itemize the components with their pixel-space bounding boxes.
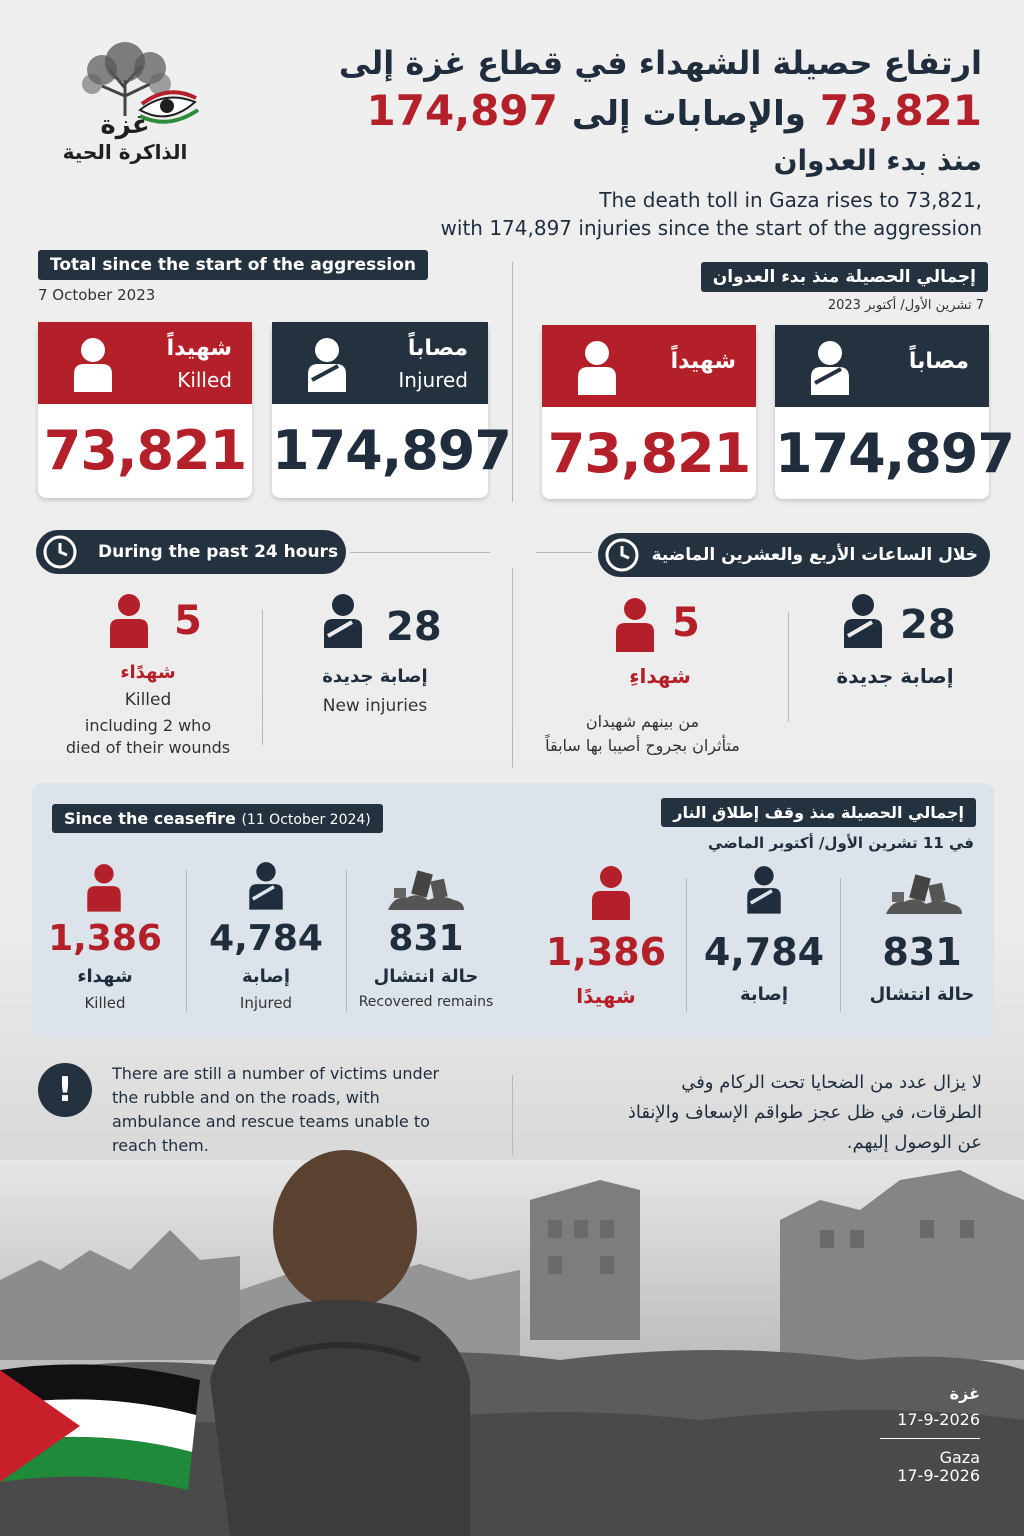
note-ar: لا يزال عدد من الضحايا تحت الركام وفي الطرقات، في ظل عجز طواقم الإسعاف والإنقاذ عن الوصول إليهم. [627, 1072, 982, 1153]
ceasefire-header-ar: إجمالي الحصيلة منذ وقف إطلاق النار [661, 798, 976, 827]
past24-killed-label-en: Killed [124, 690, 172, 710]
note-en: There are still a number of victims under the rubble and on the roads, with ambulance and rescue teams unable to reach them. [112, 1064, 440, 1155]
past24-killed-label-ar-right: شهداءِ [629, 664, 691, 688]
center-divider [512, 262, 513, 502]
ceasefire-injured-label-ar-right: إصابة [740, 984, 788, 1005]
injured-person-icon [801, 337, 859, 395]
person-icon [104, 592, 154, 648]
stat-divider [788, 612, 789, 722]
total-injured-label-en: Injured [398, 368, 468, 392]
total-killed-label-ar-right: شهيداً [670, 349, 736, 374]
person-icon [586, 864, 636, 920]
total-injured-card-ar [775, 325, 1014, 499]
past24-header-ar-text: خلال الساعات الأربع والعشرين الماضية [651, 545, 978, 565]
stat-divider [186, 870, 187, 1012]
rubble-icon [882, 870, 964, 916]
past24-killed-note-ar-1: من بينهم شهيدان [585, 712, 700, 731]
ceasefire-recovered-value: 831 [388, 918, 464, 959]
past24-injured-value-ar: 28 [900, 602, 956, 648]
ceasefire-header-en [52, 804, 383, 833]
ceasefire-injured-label-en: Injured [239, 994, 293, 1012]
ceasefire-killed-label-en: Killed [84, 994, 126, 1012]
person-icon [568, 337, 626, 395]
headline-injured-value: 174,897 [366, 86, 558, 135]
headline-killed-value: 73,821 [819, 86, 982, 135]
total-killed-card-ar [542, 325, 756, 499]
past24-killed-value-ar: 5 [672, 600, 700, 646]
exclamation-icon: ! [38, 1063, 92, 1117]
footer-place-ar: غزة [949, 1384, 980, 1403]
stat-divider [262, 610, 263, 745]
clock-icon [42, 534, 78, 570]
past24-header-ar [598, 533, 990, 577]
headline-en-line1: The death toll in Gaza rises to 73,821, [599, 188, 982, 212]
total-killed-label-en: Killed [177, 368, 232, 392]
person-icon [610, 596, 660, 652]
past24-killed-value: 5 [174, 598, 202, 644]
stat-divider [840, 878, 841, 1012]
brand-name: غزة [100, 110, 150, 140]
ceasefire-killed-label-ar: شهداء [77, 966, 133, 987]
olive-tree-icon [40, 40, 210, 120]
ceasefire-killed-value: 1,386 [48, 918, 162, 959]
clock-icon [604, 537, 640, 573]
total-injured-label-ar: مصاباً [407, 336, 468, 361]
ceasefire-header-en-text: Since the ceasefire [64, 809, 236, 828]
ceasefire-recovered-value-ar: 831 [882, 930, 962, 974]
ceasefire-recovered-label-en: Recovered remains [358, 994, 494, 1010]
headline-mid: والإصابات إلى [571, 94, 806, 134]
past24-killed-note-en-2: died of their wounds [65, 738, 231, 757]
past24-rule [350, 552, 490, 553]
total-injured-card [272, 322, 511, 498]
headline-ar-line2 [367, 86, 982, 135]
ceasefire-killed-value-ar: 1,386 [545, 930, 667, 974]
total-date-ar: 7 تشرين الأول/ أكتوبر 2023 [827, 298, 984, 313]
headline-en-line2: with 174,897 injuries since the start of the aggression [440, 216, 982, 240]
ceasefire-recovered-label-ar: حالة انتشال [373, 966, 479, 987]
past24-injured-label-en: New injuries [322, 696, 428, 716]
center-divider [512, 568, 513, 768]
past24-rule [536, 552, 592, 553]
total-injured-value: 174,897 [272, 419, 511, 482]
ceasefire-header-en-date: (11 October 2024) [241, 812, 371, 828]
past24-injured-value: 28 [386, 604, 442, 650]
injured-person-icon [298, 334, 356, 392]
logo [40, 40, 210, 170]
past24-killed-note-ar-2: متأثران بجروح أصيبا بها سابقاً [545, 736, 740, 755]
person-icon [64, 334, 122, 392]
past24-injured-label-ar: إصابة جديدة [322, 666, 428, 687]
injured-person-icon [838, 592, 888, 648]
total-killed-value: 73,821 [43, 419, 247, 482]
total-killed-label-ar: شهيداً [166, 336, 232, 361]
total-header-ar: إجمالي الحصيلة منذ بدء العدوان [701, 262, 988, 292]
total-killed-card [38, 322, 252, 498]
palestine-flag-icon [0, 1360, 210, 1510]
footer-place-en: Gaza [939, 1448, 980, 1467]
total-injured-label-ar-right: مصاباً [908, 349, 969, 374]
total-header-en: Total since the start of the aggression [38, 250, 428, 280]
ceasefire-date-ar: في 11 تشرين الأول/ أكتوبر الماضي [708, 834, 974, 852]
stat-divider [346, 870, 347, 1012]
rubble-icon [384, 866, 466, 912]
footer-divider [880, 1438, 980, 1439]
total-injured-value-ar: 174,897 [775, 422, 1014, 485]
past24-header-en [36, 530, 346, 574]
footer-date-en: 17-9-2026 [897, 1466, 980, 1485]
past24-killed-label-ar: شهدًاء [120, 662, 176, 683]
center-divider [512, 1075, 513, 1155]
person-icon [82, 862, 126, 912]
past24-killed-note-en-1: including 2 who [84, 716, 212, 735]
injured-person-icon [318, 592, 368, 648]
ceasefire-injured-label-ar: إصابة [242, 966, 290, 987]
ceasefire-injured-value-ar: 4,784 [703, 930, 825, 974]
past24-injured-label-ar-right: إصابة جديدة [836, 664, 954, 688]
ceasefire-killed-label-ar-right: شهيدًا [576, 984, 636, 1008]
ceasefire-injured-value: 4,784 [209, 918, 323, 959]
headline-ar-line3: منذ بدء العدوان [773, 144, 982, 177]
footer-date-ar: 17-9-2026 [897, 1410, 980, 1429]
injured-person-icon [244, 860, 288, 910]
total-date-en: 7 October 2023 [38, 286, 156, 304]
stat-divider [686, 878, 687, 1012]
past24-header-en-text: During the past 24 hours [98, 542, 339, 562]
brand-tagline: الذاكرة الحية [62, 140, 188, 164]
injured-person-icon [742, 864, 786, 914]
ceasefire-recovered-label-ar-right: حالة انتشال [869, 984, 975, 1005]
total-killed-value-ar: 73,821 [547, 422, 751, 485]
headline-ar-line1: ارتفاع حصيلة الشهداء في قطاع غزة إلى [338, 44, 982, 82]
